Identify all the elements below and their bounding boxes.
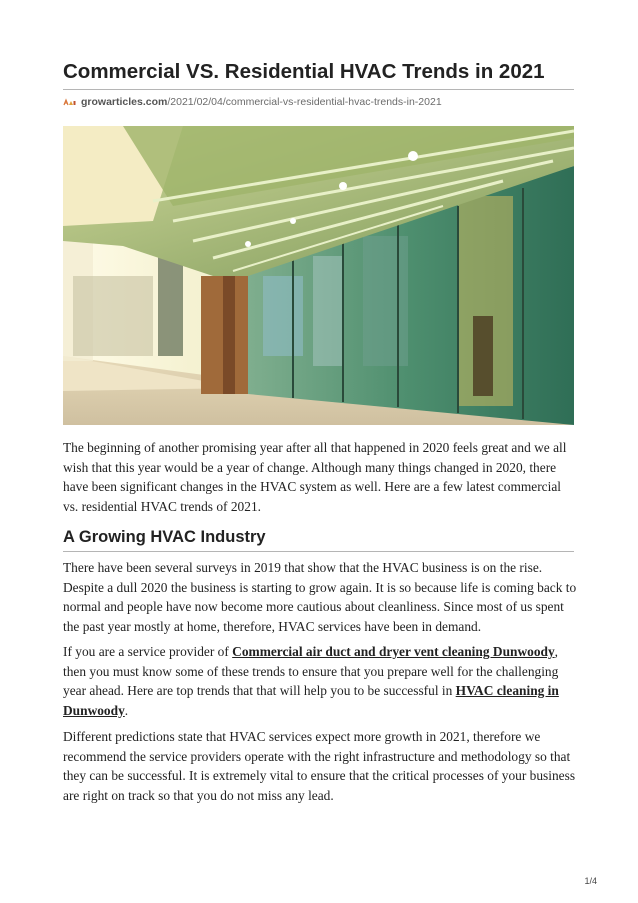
hvac-cleaning-link[interactable]: HVAC cleaning in Dunwoody bbox=[63, 683, 559, 718]
paragraph-text: , then you must know some of these trends to ensure that you prepare well for the challenging year ahead. Here are top trends that that will help you to be successful in bbox=[63, 644, 559, 698]
hero-image bbox=[63, 126, 574, 425]
body-paragraph-2 bbox=[63, 642, 577, 720]
source-domain: growarticles.com bbox=[81, 96, 168, 108]
source-path: /2021/02/04/commercial-vs-residential-hvac-trends-in-2021 bbox=[167, 96, 442, 108]
page-number: 1/4 bbox=[584, 876, 597, 886]
section-heading: A Growing HVAC Industry bbox=[63, 528, 266, 546]
source-line bbox=[63, 94, 574, 110]
paragraph-text: If you are a service provider of bbox=[63, 644, 233, 659]
body-paragraph-1: There have been several surveys in 2019 that show that the HVAC business is on the rise. Despite a dull 2020 the business is starting to grow again. It is so because life is coming back to normal and people have now become more cautious about cleanliness. Since most of us spent the past year mostly at home, therefore, HVAC services have been in demand. bbox=[63, 560, 577, 634]
intro-paragraph: The beginning of another promising year after all that happened in 2020 feels great and we all wish that this year would be a year of change. Although many things changed in 2020, there have been significant changes in the HVAC system as well. Here are a few latest commercial vs. residential HVAC trends of 2021. bbox=[63, 440, 567, 514]
commercial-duct-cleaning-link[interactable]: Commercial air duct and dryer vent cleaning Dunwoody bbox=[232, 644, 555, 659]
section-divider bbox=[63, 551, 574, 552]
site-favicon-icon bbox=[63, 98, 76, 107]
article-title: Commercial VS. Residential HVAC Trends in 2021 bbox=[63, 60, 545, 83]
body-paragraph-3: Different predictions state that HVAC services expect more growth in 2021, therefore we recommend the service providers operate with the right infrastructure and methodology so that they can be successful. It is extremely vital to ensure that the critical processes of your business are right on track so that you do not miss any lead. bbox=[63, 729, 576, 803]
paragraph-text: . bbox=[124, 702, 129, 718]
source-link[interactable] bbox=[81, 96, 442, 108]
title-divider bbox=[63, 89, 574, 90]
